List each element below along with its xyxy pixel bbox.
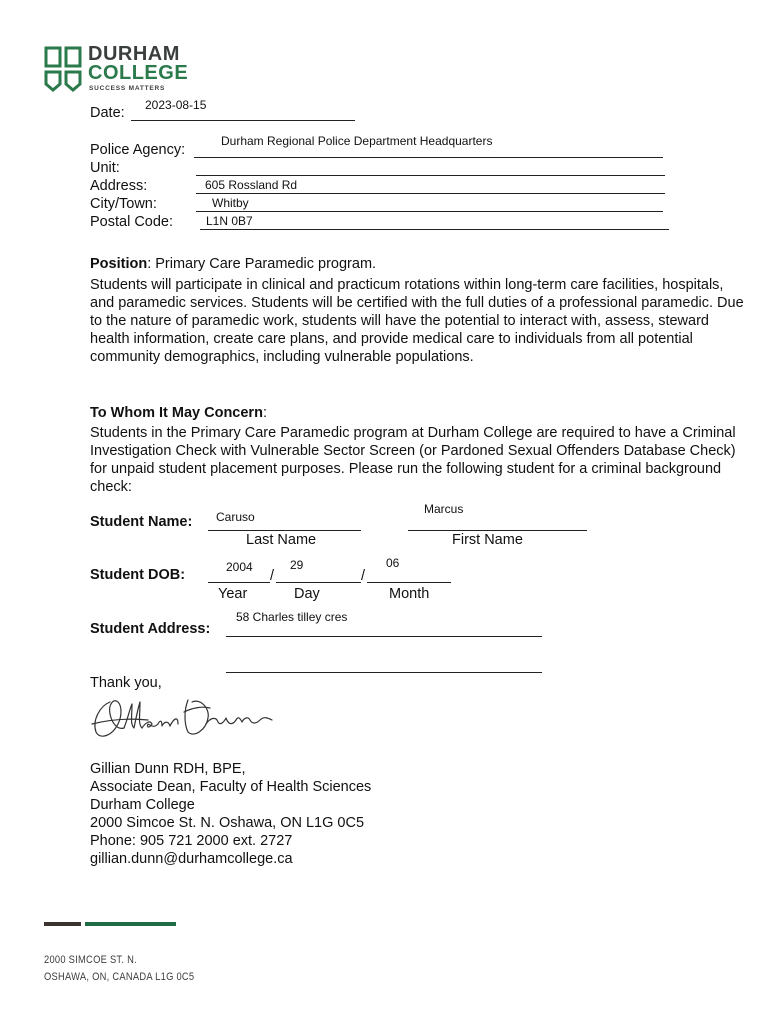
postal-label: Postal Code: (90, 214, 174, 230)
student-address-line-1 (226, 636, 542, 637)
dob-year-line (208, 582, 270, 583)
student-name-label: Student Name: (90, 514, 193, 530)
day-caption: Day (294, 586, 320, 602)
dob-month-line (367, 582, 451, 583)
agency-label: Police Agency: (90, 142, 186, 158)
brand-name-line1: DURHAM (88, 43, 180, 65)
signature-icon (88, 688, 288, 744)
position-title: : Primary Care Paramedic program. (147, 256, 377, 272)
position-description: Students will participate in clinical and practicum rotations within long-term care facilities, hospitals, and paramedic services. Students will be certified with the full duties of a professional paramedic. Due to the nature of paramedic work, students will have the potential to interact with, assess, steward health information, create care plans, and provide medical care to individuals from all potential community demographics, including vulnerable populations. (90, 277, 744, 365)
dob-day-value[interactable]: 29 (290, 558, 304, 572)
thank-you: Thank you, (90, 675, 162, 691)
concern-colon: : (262, 405, 267, 421)
address-label: Address: (90, 178, 148, 194)
first-name-line (408, 530, 587, 531)
signer-org: Durham College (90, 797, 195, 813)
signer-email[interactable]: gillian.dunn@durhamcollege.ca (90, 851, 293, 867)
student-dob-label: Student DOB: (90, 567, 186, 583)
signer-name: Gillian Dunn RDH, BPE, (90, 761, 246, 777)
brand-name-line2: COLLEGE (88, 62, 189, 84)
year-caption: Year (218, 586, 248, 602)
signer-address: 2000 Simcoe St. N. Oshawa, ON L1G 0C5 (90, 815, 365, 831)
signer-title: Associate Dean, Faculty of Health Sciences (90, 779, 372, 795)
first-name-value[interactable]: Marcus (424, 502, 464, 516)
position-label: Position (90, 256, 148, 272)
student-address-label: Student Address: (90, 621, 211, 637)
dob-sep-1: / (270, 568, 275, 584)
student-address-line-2 (226, 672, 542, 673)
postal-line (200, 229, 669, 230)
footer-bar-green (85, 922, 176, 926)
last-name-line (208, 530, 361, 531)
date-label: Date: (90, 105, 125, 121)
dob-month-value[interactable]: 06 (386, 556, 400, 570)
date-value[interactable]: 2023-08-15 (145, 98, 207, 112)
unit-line (196, 175, 665, 176)
concern-heading (90, 405, 267, 422)
date-line (131, 120, 355, 121)
address-line (196, 193, 665, 194)
unit-label: Unit: (90, 160, 120, 176)
position-heading (90, 256, 376, 273)
brand-tagline: SUCCESS MATTERS (89, 85, 166, 92)
durham-college-logo-icon (44, 46, 82, 92)
signer-phone: Phone: 905 721 2000 ext. 2727 (90, 833, 293, 849)
footer-bar-dark (44, 922, 81, 926)
postal-value[interactable]: L1N 0B7 (206, 214, 253, 228)
last-name-caption: Last Name (246, 532, 317, 548)
footer-address-line2: OSHAWA, ON, CANADA L1G 0C5 (44, 971, 195, 983)
concern-body: Students in the Primary Care Paramedic program at Durham College are required to have a Criminal Investigation Check with Vulnerable Sector Screen (or Pardoned Sexual Offenders Database Check) for unpaid student placement purposes. Please run the following student for a criminal background check: (90, 425, 736, 495)
city-value[interactable]: Whitby (212, 196, 249, 210)
first-name-caption: First Name (452, 532, 523, 548)
concern-label: To Whom It May Concern (90, 405, 263, 421)
dob-year-value[interactable]: 2004 (226, 560, 253, 574)
city-label: City/Town: (90, 196, 157, 212)
month-caption: Month (389, 586, 430, 602)
agency-line (194, 157, 663, 158)
dob-sep-2: / (361, 568, 366, 584)
agency-value[interactable]: Durham Regional Police Department Headquarters (221, 134, 493, 148)
student-address-value[interactable]: 58 Charles tilley cres (236, 610, 348, 624)
last-name-value[interactable]: Caruso (216, 510, 255, 524)
address-value[interactable]: 605 Rossland Rd (205, 178, 298, 192)
footer-address-line1: 2000 SIMCOE ST. N. (44, 954, 137, 966)
city-line (196, 211, 663, 212)
dob-day-line (276, 582, 361, 583)
